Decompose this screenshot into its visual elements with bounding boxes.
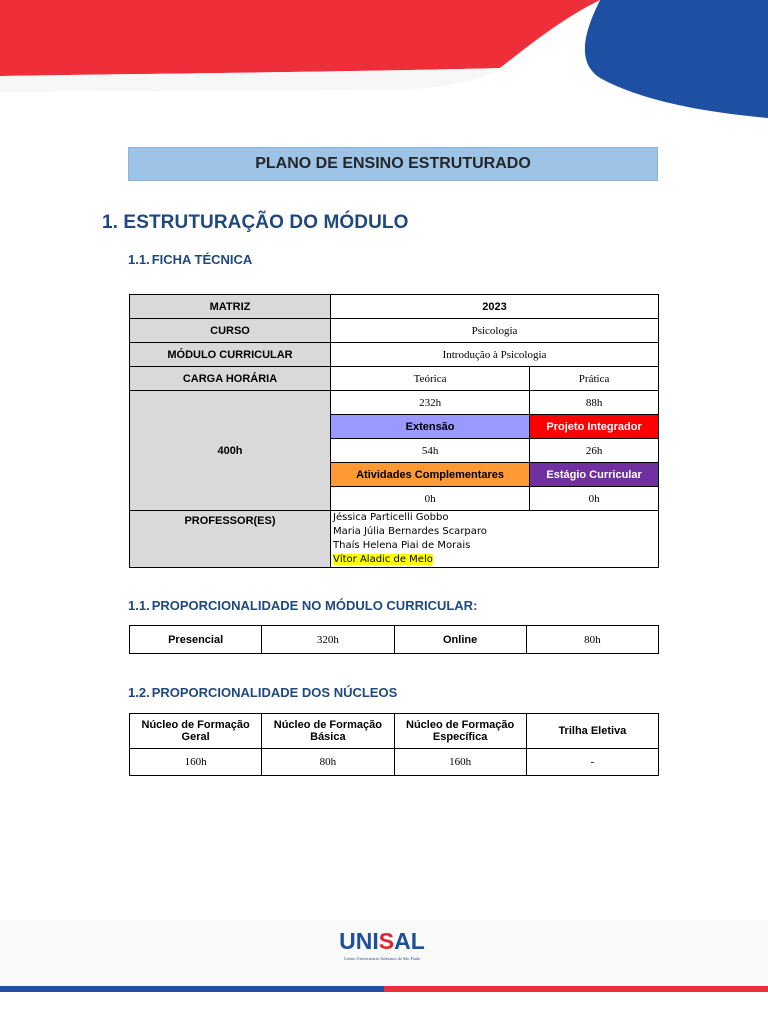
extensao-label: Extensão [331,415,530,439]
modulo-label: MÓDULO CURRICULAR [130,343,331,367]
online-value: 80h [526,626,658,654]
curso-label: CURSO [130,319,331,343]
nucleo-value: 80h [262,749,394,776]
pratica-label: Prática [530,367,659,391]
subsection-number: 1.2. [128,685,150,700]
professores-label: PROFESSOR(ES) [130,511,331,568]
section-heading: 1. ESTRUTURAÇÃO DO MÓDULO [102,212,409,233]
subsection-number: 1.1. [128,252,150,267]
atividades-complementares-label: Atividades Complementares [331,463,530,487]
total-hours: 400h [130,391,331,511]
estagio-curricular-label: Estágio Curricular [530,463,659,487]
unisal-logo [332,928,432,970]
modulo-value: Introdução à Psicologia [331,343,659,367]
presencial-value: 320h [262,626,394,654]
online-label: Online [394,626,526,654]
nucleo-header: Trilha Eletiva [526,714,658,749]
nucleo-header: Núcleo de Formação Básica [262,714,394,749]
document-title: PLANO DE ENSINO ESTRUTURADO [128,147,658,181]
matriz-value: 2023 [331,295,659,319]
nucleo-header: Núcleo de Formação Específica [394,714,526,749]
subsection-title: PROPORCIONALIDADE NO MÓDULO CURRICULAR: [151,598,478,613]
projeto-integrador-value: 26h [530,439,659,463]
projeto-integrador-label: Projeto Integrador [530,415,659,439]
subsection-title: PROPORCIONALIDADE DOS NÚCLEOS [151,685,398,700]
nucleo-value: - [526,749,658,776]
subsection-title: FICHA TÉCNICA [151,252,253,267]
professor-name: Maria Júlia Bernardes Scarparo [333,526,487,537]
matriz-label: MATRIZ [130,295,331,319]
atividades-complementares-value: 0h [331,487,530,511]
pratica-value: 88h [530,391,659,415]
estagio-curricular-value: 0h [530,487,659,511]
professor-name: Thaís Helena Piai de Morais [333,540,471,551]
header-decoration [0,0,768,120]
teorica-label: Teórica [331,367,530,391]
extensao-value: 54h [331,439,530,463]
proporcionalidade-nucleos-table [129,713,659,776]
subsection-number: 1.1. [128,598,150,613]
teorica-value: 232h [331,391,530,415]
presencial-label: Presencial [130,626,262,654]
professores-list [331,511,659,568]
nucleo-header: Núcleo de Formação Geral [130,714,262,749]
professor-name-highlighted: Vítor Aladic de Melo [333,554,433,565]
curso-value: Psicologia [331,319,659,343]
carga-label: CARGA HORÁRIA [130,367,331,391]
nucleo-value: 160h [394,749,526,776]
subsection-heading-ficha [128,252,252,267]
subsection-heading-prop-nucleos [128,685,397,700]
subsection-heading-prop-modulo [128,598,477,613]
logo-wordmark: UNISAL [339,928,425,954]
nucleo-value: 160h [130,749,262,776]
proporcionalidade-modulo-table [129,625,659,654]
logo-subtitle: Centro Universitário Salesiano de São Paulo [343,956,421,961]
ficha-tecnica-table [129,294,659,568]
professor-name: Jéssica Particelli Gobbo [333,512,449,523]
